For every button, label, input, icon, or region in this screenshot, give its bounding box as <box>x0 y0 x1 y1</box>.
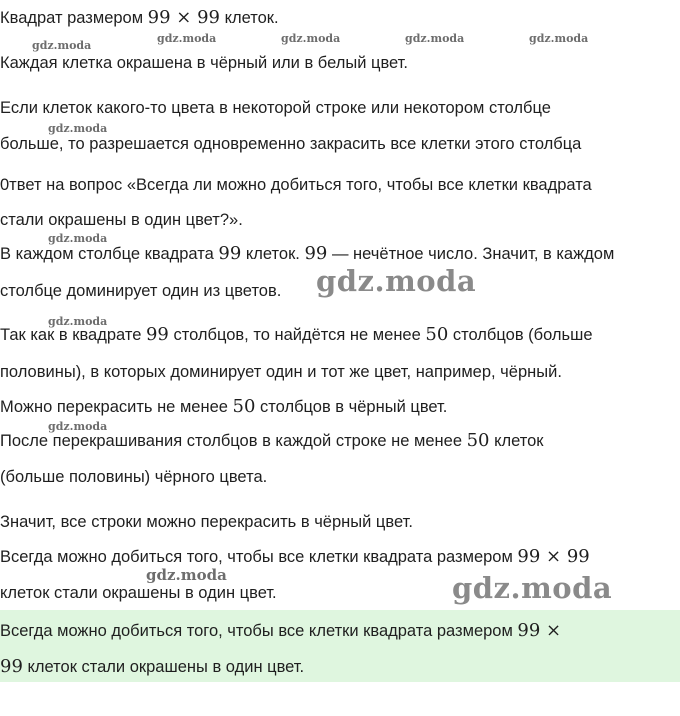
watermark: gdz.moda <box>48 315 108 328</box>
text-line: Каждая клетка окрашена в чёрный или в белый цвет. <box>0 54 408 72</box>
watermark: gdz.moda <box>48 122 108 135</box>
text-line: 0твет на вопрос «Всегда ли можно добиться того, чтобы все клетки квадрата <box>0 176 592 194</box>
watermark: gdz.moda <box>452 571 613 605</box>
text-line: Значит, все строки можно перекрасить в чёрный цвет. <box>0 513 413 531</box>
text-line: стали окрашены в один цвет?». <box>0 211 243 229</box>
text-line: больше, то разрешается одновременно закрасить все клетки этого столбца <box>0 135 582 153</box>
watermark: gdz.moda <box>157 32 217 45</box>
text-line: Квадрат размером 99 × 99 клеток. <box>0 7 279 28</box>
answer-line: 99 клеток стали окрашены в один цвет. <box>0 656 305 677</box>
watermark: gdz.moda <box>316 264 477 298</box>
text-line: половины), в которых доминирует один и тот же цвет, например, чёрный. <box>0 363 562 381</box>
text-line: Можно перекрасить не менее 50 столбцов в чёрный цвет. <box>0 396 448 417</box>
text-line: После перекрашивания столбцов в каждой строке не менее 50 клеток <box>0 430 544 451</box>
text-line: В каждом столбце квадрата 99 клеток. 99 — нечётное число. Значит, в каждом <box>0 243 615 264</box>
watermark: gdz.moda <box>32 39 92 52</box>
text-line: столбце доминирует один из цветов. <box>0 282 282 300</box>
watermark: gdz.moda <box>529 32 589 45</box>
text-line: Если клеток какого-то цвета в некоторой строке или некотором столбце <box>0 99 551 117</box>
text-line: Так как в квадрате 99 столбцов, то найдётся не менее 50 столбцов (больше <box>0 324 593 345</box>
watermark: gdz.moda <box>405 32 465 45</box>
answer-line: Всегда можно добиться того, чтобы все клетки квадрата размером 99 × <box>0 620 562 641</box>
text-line: (больше половины) чёрного цвета. <box>0 468 268 486</box>
watermark: gdz.moda <box>48 420 108 433</box>
watermark: gdz.moda <box>281 32 341 45</box>
watermark: gdz.moda <box>146 566 227 584</box>
watermark: gdz.moda <box>48 232 108 245</box>
text-line: клеток стали окрашены в один цвет. <box>0 584 277 602</box>
text-line: Всегда можно добиться того, чтобы все клетки квадрата размером 99 × 99 <box>0 546 590 567</box>
